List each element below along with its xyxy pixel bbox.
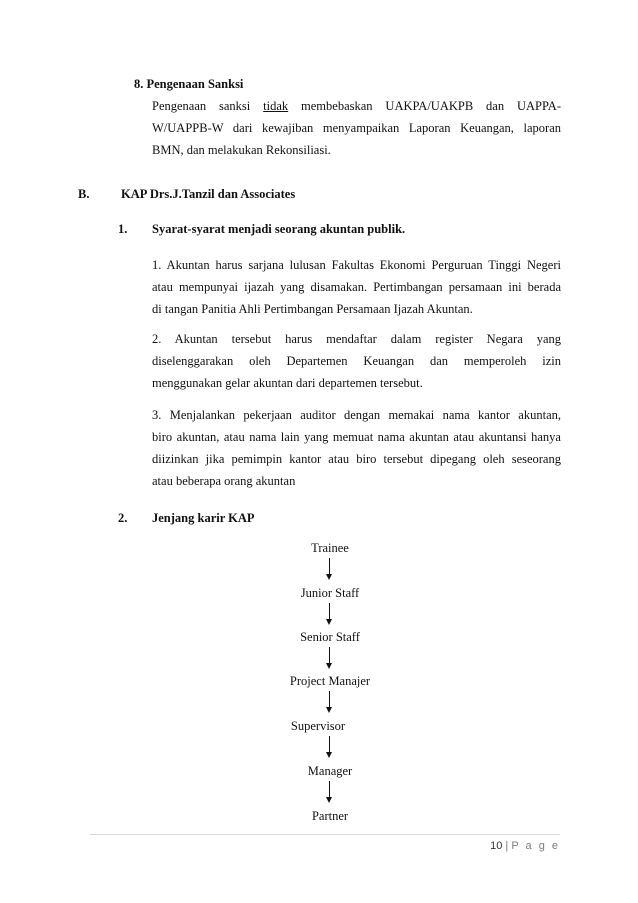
career-path-flow [240, 538, 420, 828]
section-8-line-2: W/UAPPB-W dari kewajiban menyampaikan Laporan Keuangan, laporan [152, 121, 561, 135]
down-arrow-icon [329, 781, 331, 803]
footer-separator: | [505, 840, 509, 852]
requirement-1-line-1: 1. Akuntan harus sarjana lulusan Fakultas Ekonomi Perguruan Tinggi Negeri [152, 258, 561, 272]
item-2-number: 2. [118, 511, 128, 525]
requirement-paragraph-2 [152, 328, 561, 394]
career-level-manager: Manager [307, 764, 353, 778]
page-number: 10 [490, 840, 503, 852]
career-level-senior-staff: Senior Staff [300, 630, 360, 644]
underlined-word: tidak [263, 99, 289, 113]
page-footer [490, 840, 560, 852]
career-level-supervisor: Supervisor [290, 719, 346, 733]
requirement-3-line-3: diizinkan jika pemimpin kantor atau biro tersebut dipegang oleh seseorang [152, 452, 561, 466]
requirement-2-line-1: 2. Akuntan tersebut harus mendaftar dalam register Negara yang [152, 332, 561, 346]
page-label: P a g e [511, 840, 560, 852]
down-arrow-icon [329, 691, 331, 713]
down-arrow-icon [329, 647, 331, 669]
requirement-paragraph-1 [152, 254, 561, 320]
section-8-heading: 8. Pengenaan Sanksi [134, 77, 244, 91]
section-8-line-1-start: Pengenaan sanksi [152, 99, 264, 113]
section-8-line-3: BMN, dan melakukan Rekonsiliasi. [152, 143, 331, 157]
section-8-line-1 [152, 95, 561, 117]
requirement-3-line-2: biro akuntan, atau nama lain yang memuat nama akuntan atau akuntansi hanya [152, 430, 561, 444]
item-1-title: Syarat-syarat menjadi seorang akuntan publik. [152, 222, 406, 236]
requirement-2-line-2: diselenggarakan oleh Departemen Keuangan dan memperoleh izin [152, 354, 561, 368]
section-8-line-1-end: membebaskan UAKPA/UAKPB dan UAPPA- [288, 99, 561, 113]
career-level-trainee: Trainee [311, 541, 349, 555]
section-b-label: B. [78, 187, 90, 201]
requirement-3-line-1: 3. Menjalankan pekerjaan auditor dengan memakai nama kantor akuntan, [152, 408, 561, 422]
career-level-project-manajer: Project Manajer [289, 674, 371, 688]
requirement-1-line-2: atau mempunyai ijazah yang disamakan. Pertimbangan persamaan ini berada [152, 280, 561, 294]
career-level-partner: Partner [311, 809, 349, 823]
requirement-2-line-3: menggunakan gelar akuntan dari departemen tersebut. [152, 376, 423, 390]
requirement-1-line-3: di tangan Panitia Ahli Pertimbangan Persamaan Ijazah Akuntan. [152, 302, 473, 316]
requirement-paragraph-3 [152, 404, 561, 492]
section-8-paragraph [152, 95, 561, 161]
requirement-3-line-4: atau beberapa orang akuntan [152, 474, 296, 488]
down-arrow-icon [329, 603, 331, 625]
down-arrow-icon [329, 736, 331, 758]
item-1-number: 1. [118, 222, 128, 236]
footer-divider [90, 834, 560, 835]
section-b-title: KAP Drs.J.Tanzil dan Associates [121, 187, 296, 201]
career-level-junior-staff: Junior Staff [300, 586, 360, 600]
item-2-title: Jenjang karir KAP [152, 511, 255, 525]
down-arrow-icon [329, 558, 331, 580]
